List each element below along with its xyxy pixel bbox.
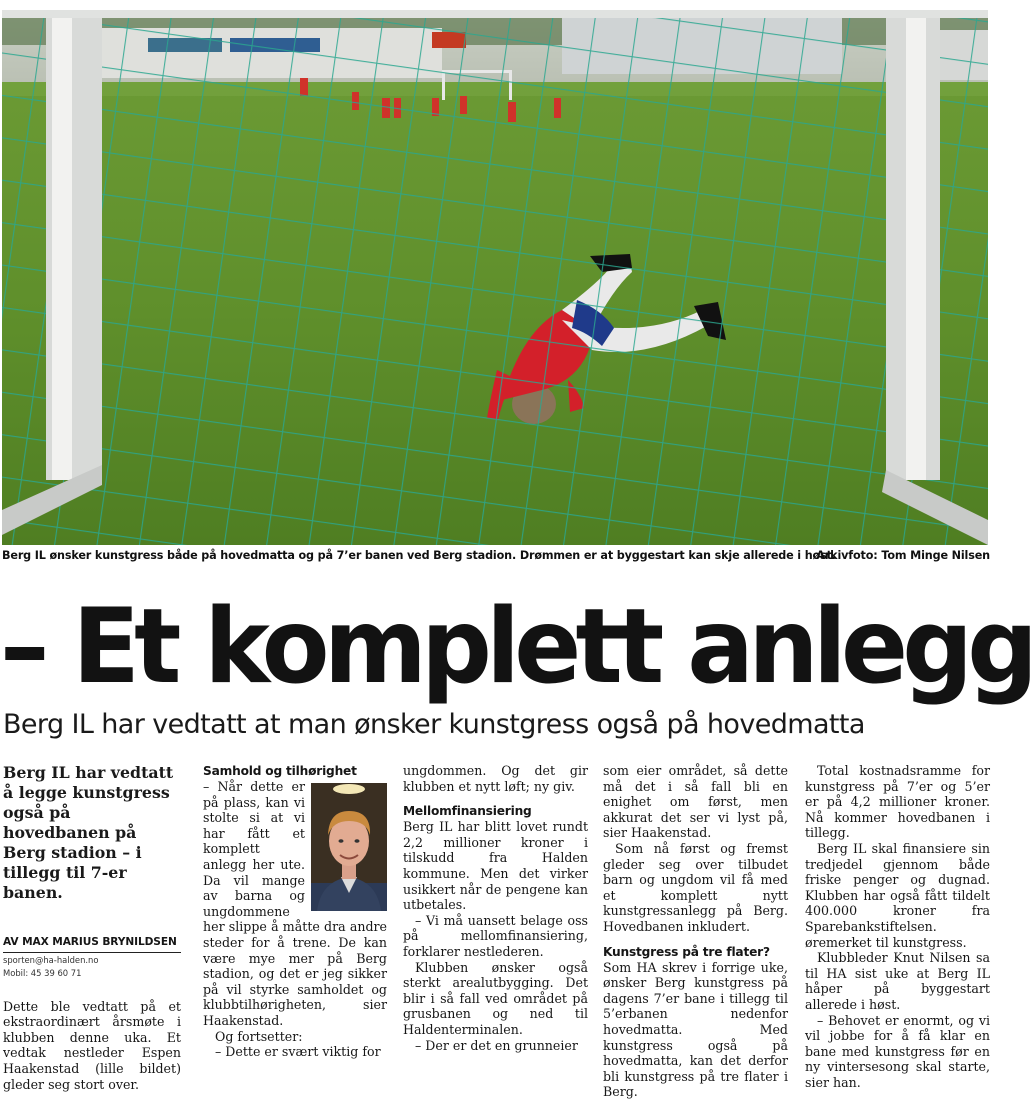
paragraph: – Dette er svært viktig for xyxy=(215,1044,381,1060)
headline: – Et komplett anlegg xyxy=(0,587,1032,707)
paragraph: ungdommen. Og det gir klubben et nytt løft; ny giv. xyxy=(403,763,588,794)
subheadline: Berg IL har vedtatt at man ønsker kunstgress også på hovedmatta xyxy=(3,709,865,740)
paragraph: som eier området, så dette må det i så fall bli en enighet om først, men akkurat det ser vi lyst på, sier Haakenstad. xyxy=(603,763,788,841)
column-4 xyxy=(603,763,788,1100)
paragraph: Som nå først og fremst gleder seg over tilbudet barn og ungdom vil få med et komplett nytt kunstgressanlegg på Berg. Hovedbanen inkludert. xyxy=(603,840,788,934)
subheading: Kunstgress på tre flater? xyxy=(603,944,770,959)
soccer-goal-photo-icon xyxy=(2,10,988,545)
paragraph: Berg IL skal finansiere sin tredjedel gjennom både friske penger og dugnad. Klubben har også fått tildelt 400.000 kroner fra Sparebankstiftelsen. øremerket til kunstgress. xyxy=(805,840,990,950)
column-3 xyxy=(403,763,588,1053)
byline-email[interactable]: sporten@ha-halden.no xyxy=(3,954,99,965)
photo-credit: Arkivfoto: Tom Minge Nilsen xyxy=(816,549,990,562)
subheading: Samhold og tilhørighet xyxy=(203,764,357,778)
photo-caption xyxy=(2,549,990,567)
byline: AV MAX MARIUS BRYNILDSEN xyxy=(3,935,181,953)
ingress: Berg IL har vedtatt å legge kunstgress også på hovedbanen på Berg stadion – i tillegg til 7-er banen. xyxy=(3,763,174,902)
subheading: Mellomfinansiering xyxy=(403,804,532,819)
paragraph: Som HA skrev i forrige uke, ønsker Berg kunstgress på dagens 7’er bane i tillegg til 5’erbanen nedenfor hovedmatta. Med kunstgress også på hovedmatta, kan det derfor bli kunstgress på tre flater i Berg. xyxy=(603,959,788,1100)
paragraph: Og fortsetter: xyxy=(215,1028,303,1044)
paragraph: Berg IL har blitt lovet rundt 2,2 millioner kroner i tilskudd fra Halden kommune. Men det virker usikkert når de pengene kan utbetales. xyxy=(403,819,588,913)
paragraph: – Behovet er enormt, og vi vil jobbe for å få klar en bane med kunstgress før en ny vintersesong skal starte, sier han. xyxy=(805,1012,990,1090)
column-2 xyxy=(203,763,387,1060)
byline-phone: Mobil: 45 39 60 71 xyxy=(3,967,82,978)
paragraph: – Når dette er på plass, kan vi stolte si at vi har fått et komplett anlegg her ute. Da vil mange av barna og ungdommene her slippe å måtte dra andre steder for å trene. De kan være mye mer på Berg stadion, og det er jeg sikker på vil styrke samholdet og klubbtilhørigheten, sier Haakenstad. xyxy=(203,779,387,1028)
paragraph: – Vi må uansett belage oss på mellomfinansiering, forklarer nestlederen. xyxy=(403,912,588,959)
portrait-photo xyxy=(311,783,387,911)
main-photo xyxy=(2,10,988,545)
paragraph: Klubben ønsker også sterkt arealutbygging. Det blir i så fall ved området på grusbanen og ned til Haldenterminalen. xyxy=(403,959,588,1037)
column-1 xyxy=(3,763,181,1092)
paragraph: – Der er det en grunneier xyxy=(415,1037,578,1053)
caption-text: Berg IL ønsker kunstgress både på hovedmatta og på 7’er banen ved Berg stadion. Drømmen er at byggestart kan skje allerede i høst. xyxy=(2,549,836,562)
portrait-icon xyxy=(311,783,387,911)
paragraph: Dette ble vedtatt på et ekstraordinært årsmøte i klubben denne uka. Et vedtak nestleder Espen Haakenstad (lille bildet) gleder seg stort over. xyxy=(3,998,181,1092)
paragraph: Total kostnadsramme for kunstgress på 7’er og 5’er er på 4,2 millioner kroner. Nå kommer hovedbanen i tillegg. xyxy=(805,763,990,841)
column-5 xyxy=(805,763,990,1090)
paragraph: Klubbleder Knut Nilsen sa til HA sist uke at Berg IL håper på byggestart allerede i høst. xyxy=(805,950,990,1012)
